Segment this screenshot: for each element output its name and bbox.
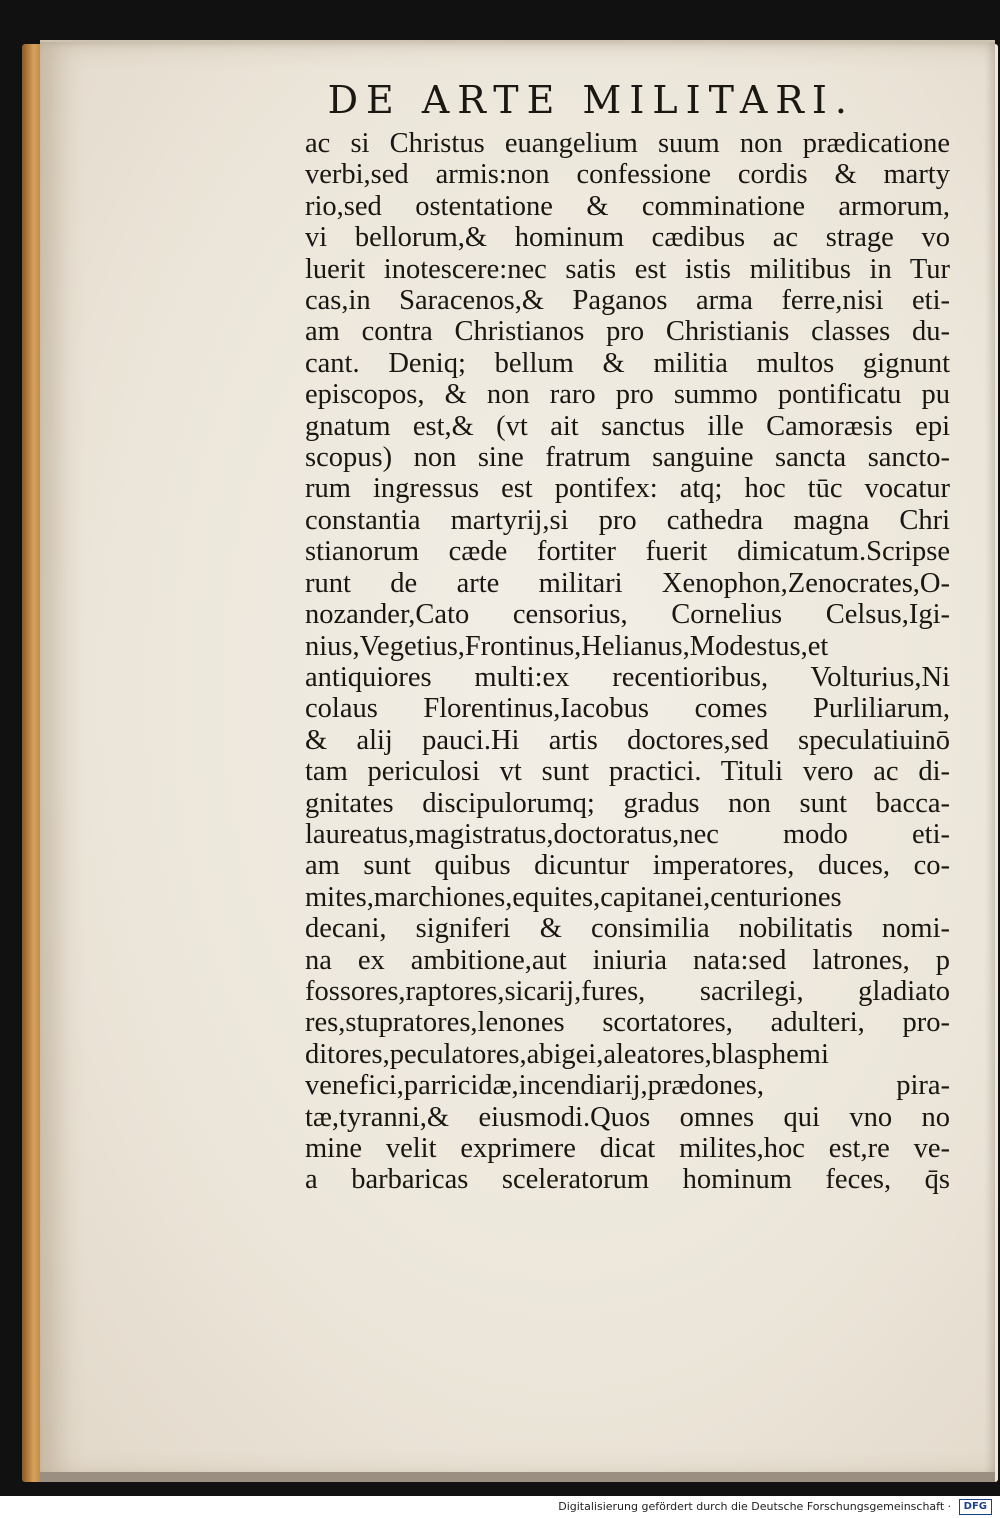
running-head: DE ARTE MILITARI. xyxy=(327,78,855,122)
footer-bar xyxy=(0,1496,1000,1518)
text-line: antiquiores multi:ex recentioribus, Volturius,Ni xyxy=(305,661,950,693)
text-line: runt de arte militari Xenophon,Zenocrates,O- xyxy=(305,567,950,599)
text-line: ac si Christus euangelium suum non prædicatione xyxy=(305,128,950,159)
text-line: am contra Christianos pro Christianis classes du- xyxy=(305,316,950,348)
text-line: cas,in Saracenos,& Paganos arma ferre,nisi eti- xyxy=(305,285,950,317)
text-line: am sunt quibus dicuntur imperatores, duces, co- xyxy=(305,850,950,882)
dfg-logo: DFG xyxy=(959,1499,992,1515)
text-line: vi bellorum,& hominum cædibus ac strage vo xyxy=(305,222,950,254)
text-line: res,stupratores,lenones scortatores, adulteri, pro- xyxy=(305,1007,950,1039)
text-line: verbi,sed armis:non confessione cordis & marty xyxy=(305,159,950,191)
text-line: ditores,peculatores,abigei,aleatores,blasphemi xyxy=(305,1038,829,1070)
text-line: na ex ambitione,aut iniuria nata:sed latrones, p xyxy=(305,944,950,976)
text-line: rum ingressus est pontifex: atq; hoc tūc vocatur xyxy=(305,473,950,505)
text-line: a barbaricas sceleratorum hominum feces, q̄s xyxy=(305,1164,950,1196)
funding-credit: Digitalisierung gefördert durch die Deutsche Forschungsgemeinschaft · xyxy=(558,1500,952,1513)
text-line: cant. Deniq; bellum & militia multos gignunt xyxy=(305,347,950,379)
text-line: gnatum est,& (vt ait sanctus ille Camoræsis epi xyxy=(305,410,950,442)
text-line: decani, signiferi & consimilia nobilitatis nomi- xyxy=(305,913,950,945)
page-bottom-shadow xyxy=(40,1472,995,1482)
text-line: luerit inotescere:nec satis est istis militibus in Tur xyxy=(305,253,950,285)
text-line: mites,marchiones,equites,capitanei,centuriones xyxy=(305,881,842,913)
text-line: tæ,tyranni,& eiusmodi.Quos omnes qui vno no xyxy=(305,1101,950,1133)
text-line: gnitates discipulorumq; gradus non sunt bacca- xyxy=(305,787,950,819)
text-line: venefici,parricidæ,incendiarij,prædones, pira- xyxy=(305,1070,950,1102)
text-line: laureatus,magistratus,doctoratus,nec modo eti- xyxy=(305,818,950,850)
text-line: episcopos, & non raro pro summo pontificatu pu xyxy=(305,379,950,411)
text-line: rio,sed ostentatione & comminatione armorum, xyxy=(305,190,950,222)
text-line: mine velit exprimere dicat milites,hoc est,re ve- xyxy=(305,1133,950,1164)
text-line: stianorum cæde fortiter fuerit dimicatum.Scripse xyxy=(305,536,950,568)
text-line: & alij pauci.Hi artis doctores,sed speculatiuinō xyxy=(305,724,950,756)
text-line: constantia martyrij,si pro cathedra magna Chri xyxy=(305,504,950,536)
page-text xyxy=(305,128,950,1218)
text-line: fossores,raptores,sicarij,fures, sacrilegi, gladiato xyxy=(305,975,950,1007)
text-line: tam periculosi vt sunt practici. Tituli vero ac di- xyxy=(305,756,950,788)
text-line: nozander,Cato censorius, Cornelius Celsus,Igi- xyxy=(305,599,950,631)
text-line: nius,Vegetius,Frontinus,Helianus,Modestus,et xyxy=(305,630,829,662)
text-line: colaus Florentinus,Iacobus comes Purliliarum, xyxy=(305,693,950,725)
text-line: scopus) non sine fratrum sanguine sancta sancto- xyxy=(305,442,950,474)
